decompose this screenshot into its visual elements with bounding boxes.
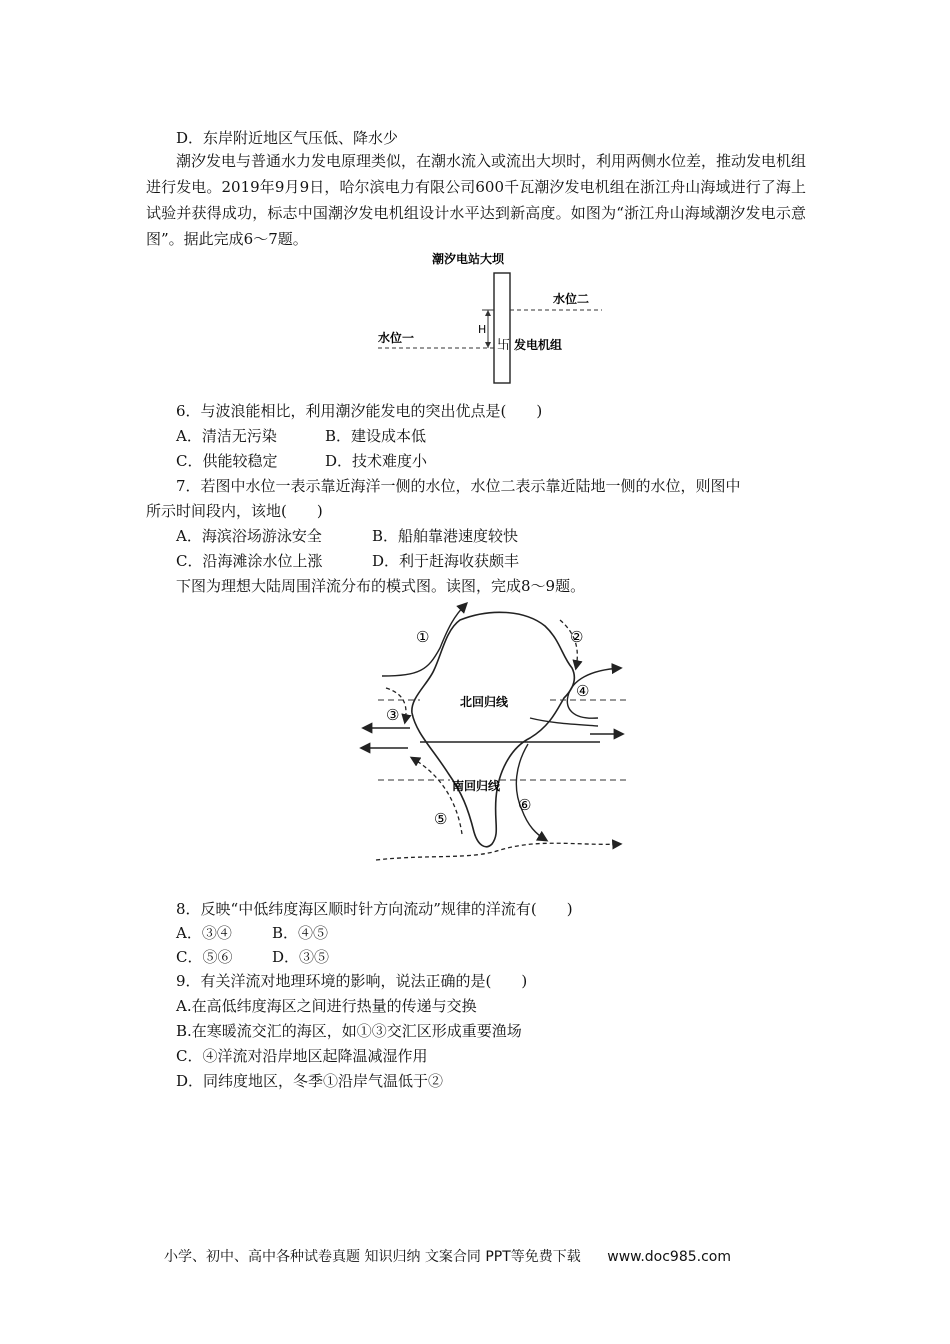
figure-tide-diagram [370, 248, 610, 388]
q8-option-a: A．③④ [176, 924, 232, 942]
h-arrow-head-up [485, 310, 491, 316]
current-label-2: ② [570, 628, 584, 646]
figure-tide-title: 潮汐电站大坝 [432, 252, 505, 266]
water-level-two-label: 水位二 [553, 292, 590, 306]
q7-stem-line1: 7．若图中水位一表示靠近海洋一侧的水位，水位二表示靠近陆地一侧的水位，则图中 [176, 477, 741, 495]
current-6-path [516, 744, 546, 840]
q8-option-b: B．④⑤ [272, 924, 329, 942]
southern-current-path [376, 843, 620, 860]
q8-option-c: C．⑤⑥ [176, 948, 233, 966]
q6-stem: 6．与波浪能相比，利用潮汐能发电的突出优点是( ) [176, 402, 543, 420]
generator-icon: 卐 [497, 338, 511, 353]
current-label-3: ③ [386, 706, 400, 724]
q9-stem: 9．有关洋流对地理环境的影响，说法正确的是( ) [176, 972, 528, 990]
figure-current-diagram [350, 598, 640, 870]
page-footer [164, 1246, 731, 1266]
q7-option-a: A．海滨浴场游泳安全 [176, 527, 322, 545]
q6-option-a: A．清洁无污染 [176, 427, 277, 445]
q6-option-d: D．技术难度小 [325, 452, 428, 470]
current-label-6: ⑥ [518, 796, 532, 814]
generator-label: 发电机组 [514, 338, 563, 352]
passage-current: 下图为理想大陆周围洋流分布的模式图。读图，完成8～9题。 [176, 577, 586, 595]
q9-option-c: C．④洋流对沿岸地区起降温减湿作用 [176, 1047, 428, 1065]
q8-stem: 8．反映“中低纬度海区顺时针方向流动”规律的洋流有( ) [176, 900, 573, 918]
current-label-1: ① [416, 628, 430, 646]
height-mark: H [478, 323, 487, 336]
passage-tide: 潮汐发电与普通水力发电原理类似，在潮水流入或流出大坝时，利用两侧水位差，推动发电机组进行发电。2019年9月9日，哈尔滨电力有限公司600千瓦潮汐发电机组在浙江舟山海域进行了海上试验并获得成功，标志中国潮汐发电机组设计水平达到新高度。如图为“浙江舟山海域潮汐发电示意图”。据此完成6～7题。 [146, 152, 807, 248]
q7-option-b: B．船舶靠港速度较快 [372, 527, 519, 545]
q5-option-d: D．东岸附近地区气压低、降水少 [176, 129, 399, 147]
h-arrow-head-down [485, 342, 491, 348]
footer-url[interactable]: www.doc985.com [607, 1249, 731, 1265]
q7-option-c: C．沿海滩涂水位上涨 [176, 552, 323, 570]
current-label-5: ⑤ [434, 810, 448, 828]
current-label-4: ④ [576, 682, 590, 700]
water-level-one-label: 水位一 [378, 331, 415, 345]
q6-option-b: B．建设成本低 [325, 427, 427, 445]
tropic-north-label: 北回归线 [460, 695, 509, 709]
q9-option-a: A.在高低纬度海区之间进行热量的传递与交换 [176, 997, 477, 1015]
dam [494, 273, 510, 383]
q9-option-b: B.在寒暖流交汇的海区，如①③交汇区形成重要渔场 [176, 1022, 522, 1040]
q7-stem-line2: 所示时间段内，该地( ) [146, 502, 323, 520]
tropic-south-label: 南回归线 [452, 779, 501, 793]
q9-option-d: D．同纬度地区，冬季①沿岸气温低于② [176, 1072, 444, 1090]
q6-option-c: C．供能较稳定 [176, 452, 278, 470]
north-equatorial-current [530, 718, 598, 726]
footer-text: 小学、初中、高中各种试卷真题 知识归纳 文案合同 PPT等免费下载 [164, 1249, 581, 1265]
q8-option-d: D．③⑤ [272, 948, 330, 966]
q7-option-d: D．利于赶海收获颇丰 [372, 552, 520, 570]
